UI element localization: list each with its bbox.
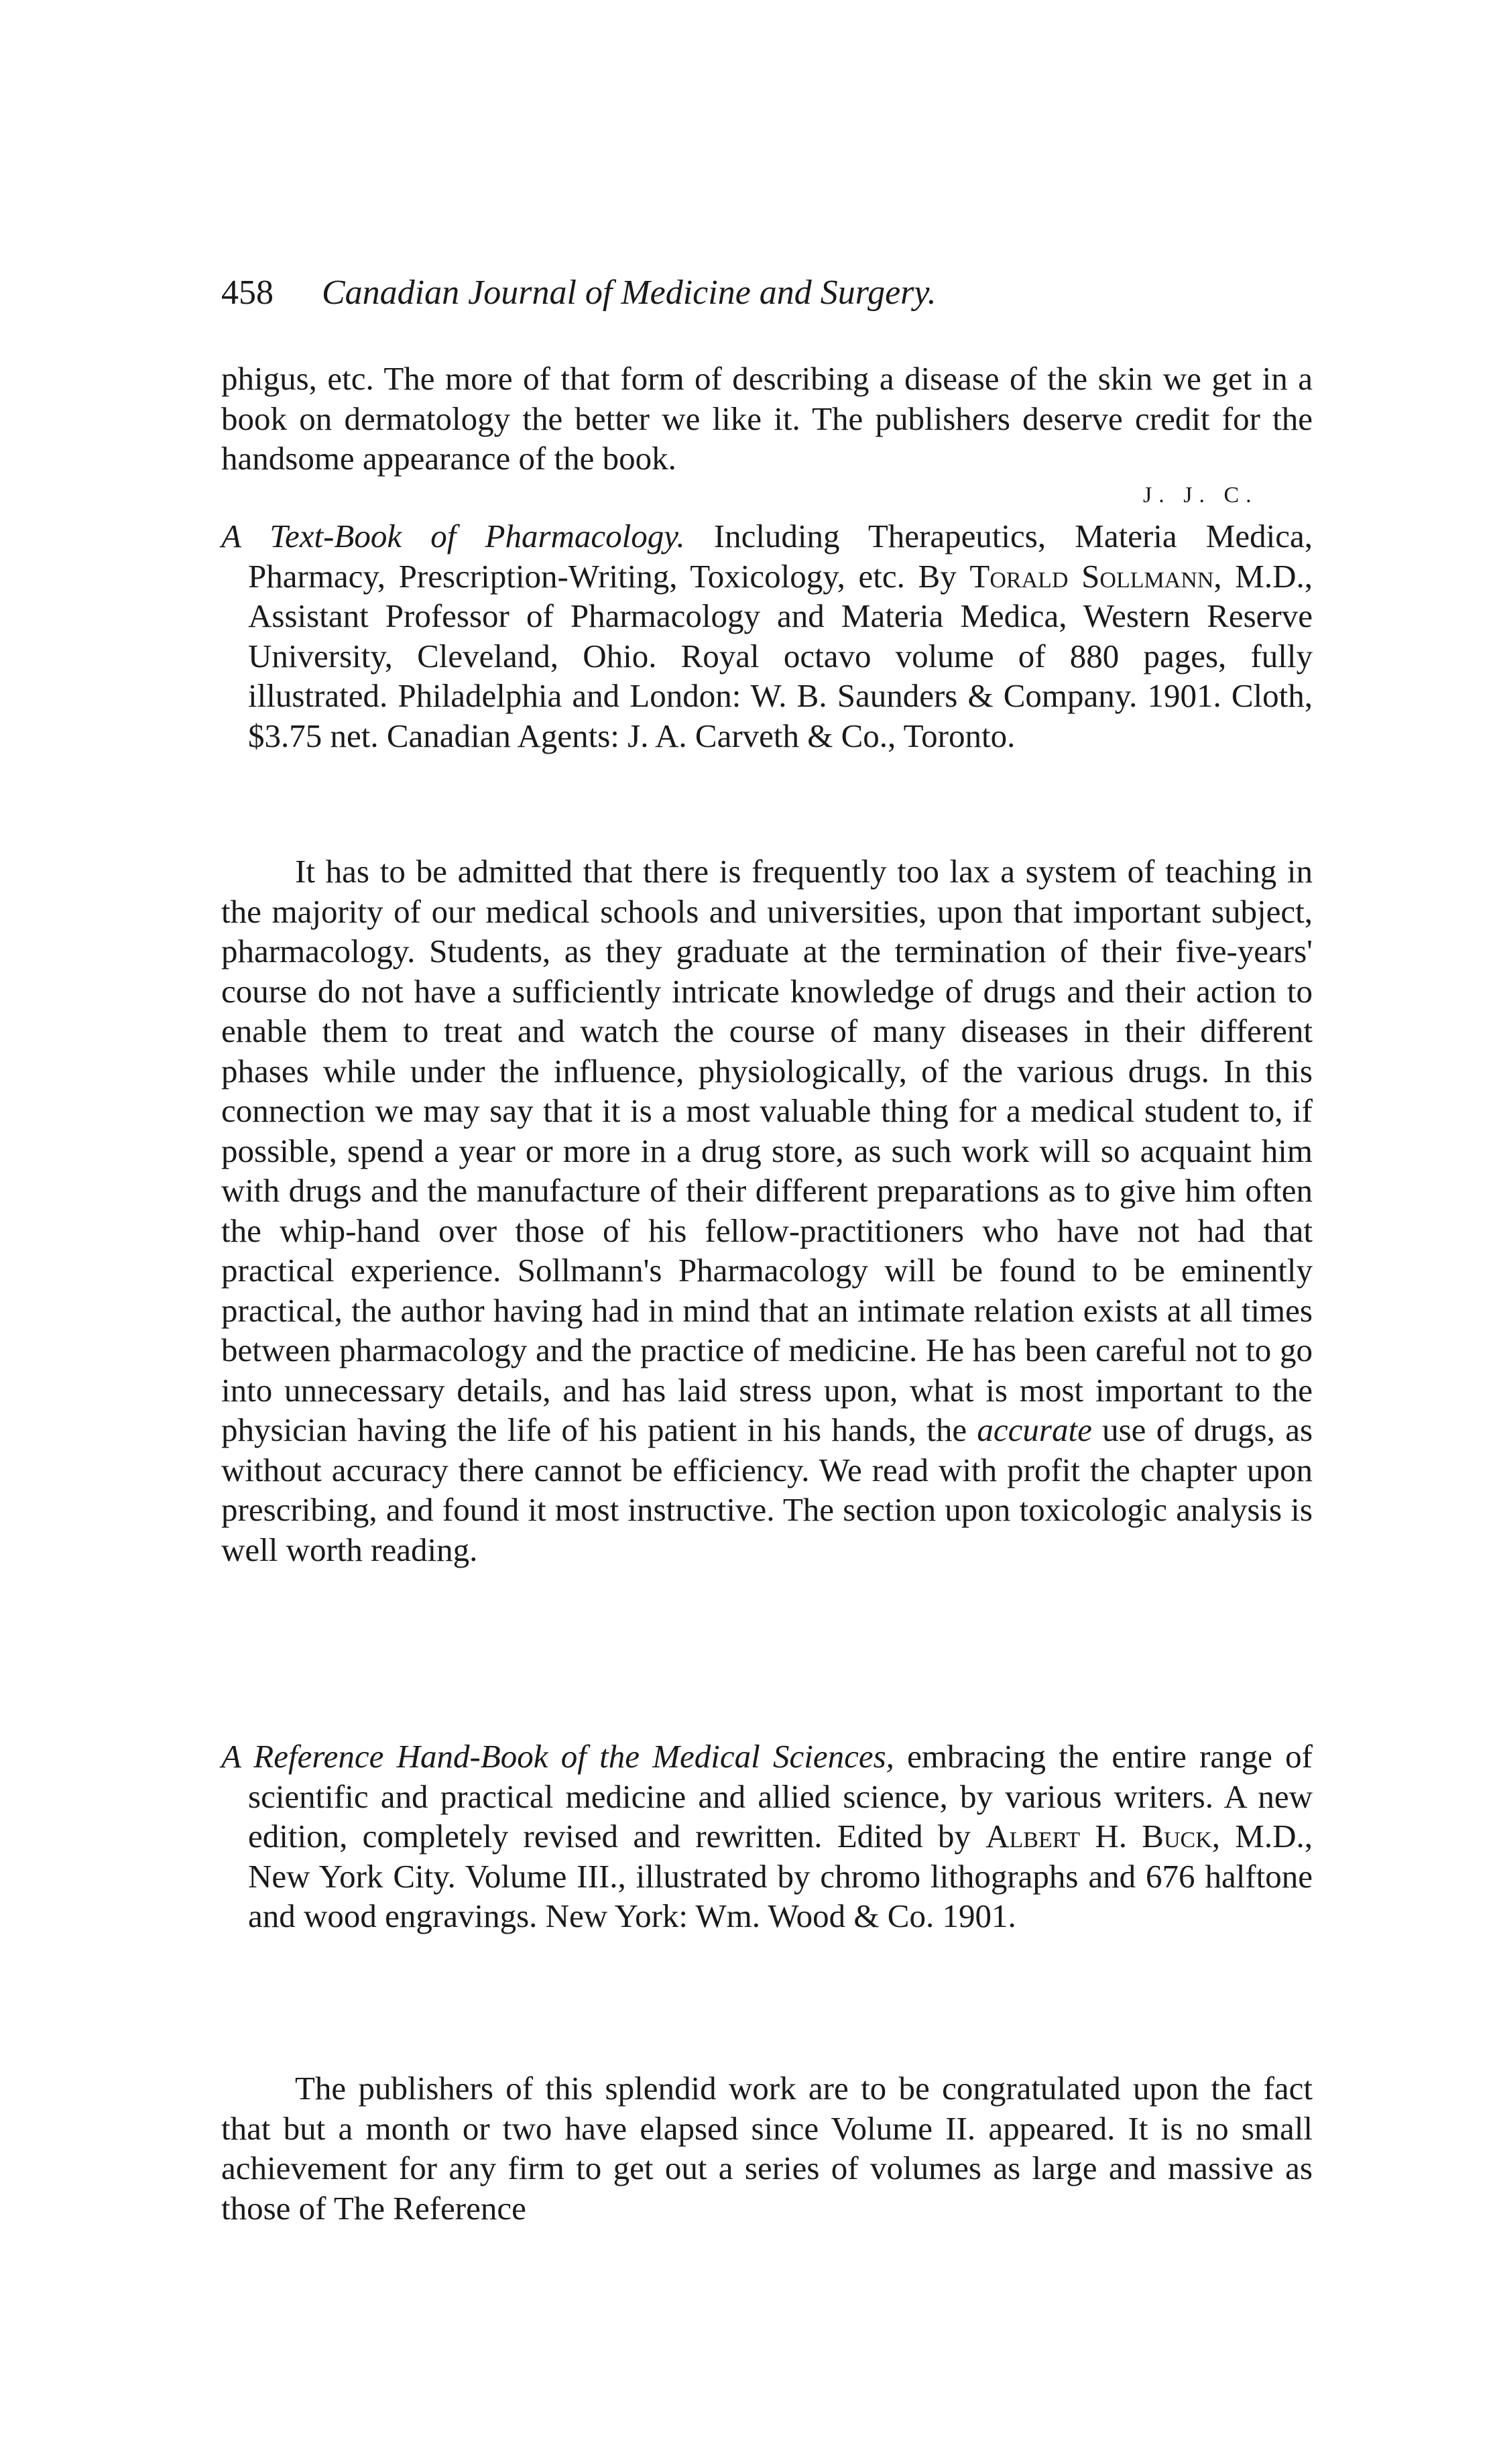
review-entry-reference-handbook: [221, 1737, 1313, 1936]
book-title: A Text-Book of Pharmacology.: [221, 518, 685, 554]
book-citation: [221, 1737, 1313, 1936]
review-paragraph: [221, 852, 1313, 1570]
review-body-pharmacology: [221, 852, 1313, 1570]
journal-title: Canadian Journal of Medicine and Surgery.: [322, 274, 937, 312]
review-text: It has to be admitted that there is frequently too lax a system of teaching in the majority of our medical schools and universities, upon that important subject, pharmacology. Students, as they graduate at the termination of their five-years' course do not have a sufficiently intricate knowledge of drugs and their action to enable them to treat and watch the course of many diseases in their different phases while under the influence, physiologically, of the various drugs. In this connection we may say that it is a most valuable thing for a medical student to, if possible, spend a year or more in a drug store, as such work will so acquaint him with drugs and the manufacture of their different preparations as to give him often the whip-hand over those of his fellow-practitioners who have not had that practical experience. Sollmann's Pharmacology will be found to be eminently practical, the author having had in mind that an intimate relation exists at all times between pharmacology and the practice of medicine. He has been careful not to go into unnecessary details, and has laid stress upon, what is most important to the physician having the life of his patient in his hands, the: [221, 853, 1313, 1448]
book-publication-details: , M.D., New York City. Volume III., illustrated by chromo lithographs and 676 halftone and wood engravings. New York: Wm. Wood & Co. 1901.: [248, 1818, 1313, 1934]
continuation-paragraph: [221, 359, 1313, 479]
review-paragraph: The publishers of this splendid work are to be congratulated upon the fact that but a month or two have elapsed since Volume II. appeared. It is no small achievement for any firm to get out a series of volumes as large and massive as those of The Reference: [221, 2070, 1313, 2227]
book-citation: [221, 516, 1313, 756]
continuation-text: phigus, etc. The more of that form of describing a disease of the skin we get in a book on dermatology the better we like it. The publishers deserve credit for the handsome appearance of the book.: [221, 360, 1313, 477]
review-body-reference-handbook: [221, 2068, 1313, 2228]
book-author: Torald Sollmann: [969, 557, 1214, 595]
book-description: embracing the entire range of scientific and practical medicine and allied science, by various writers. A new edition, completely revised and rewritten. Edited by: [248, 1738, 1313, 1855]
book-editor: Albert H. Buck: [985, 1818, 1212, 1855]
emphasized-word: accurate: [977, 1411, 1092, 1448]
book-description: Including Therapeutics, Materia Medica, Pharmacy, Prescription-Writing, Toxicology, etc. By: [248, 518, 1313, 595]
book-publication-details: , M.D., Assistant Professor of Pharmacology and Materia Medica, Western Reserve University, Cleveland, Ohio. Royal octavo volume of 880 pages, fully illustrated. Philadelphia and London: W. B. Saunders & Company. 1901. Cloth, $3.75 net. Canadian Agents: J. A. Carveth & Co., Toronto.: [248, 557, 1313, 754]
book-title: A Reference Hand-Book of the Medical Sciences,: [221, 1738, 894, 1775]
review-text-end: use of drugs, as without accuracy there cannot be efficiency. We read with profit the chapter upon prescribing, and found it most instructive. The section upon toxicologic analysis is well worth reading.: [221, 1411, 1313, 1568]
running-header: [221, 272, 1327, 314]
reviewer-signature: J. J. C.: [1143, 483, 1258, 508]
review-entry-pharmacology: [221, 516, 1313, 756]
page-number: 458: [221, 274, 274, 312]
